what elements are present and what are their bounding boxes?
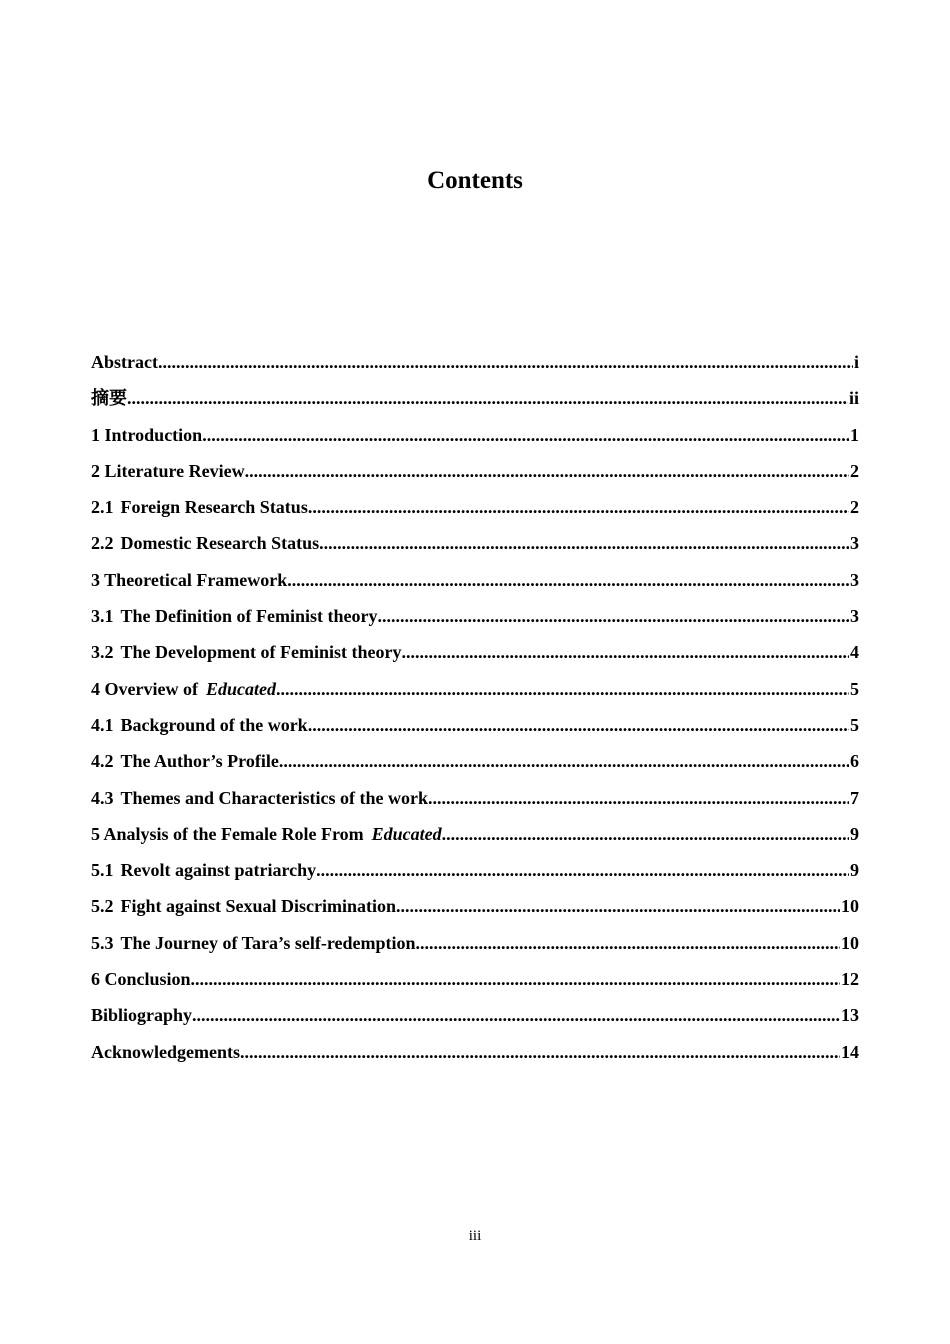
toc-entry-text: Themes and Characteristics of the work: [120, 787, 428, 808]
toc-section-number: 4.3: [91, 787, 114, 808]
toc-dot-leader: [401, 634, 849, 670]
toc-section-number: 5.3: [91, 932, 114, 953]
toc-dot-leader: [308, 489, 849, 525]
toc-page-number: 3: [850, 569, 859, 590]
toc-section-number: 2.1: [91, 497, 114, 518]
toc-page-number: i: [853, 352, 859, 372]
toc-entry-text: 2 Literature Review: [91, 460, 245, 481]
toc-entry-title: [91, 634, 401, 670]
toc-entry-title: [91, 780, 428, 816]
toc-entry[interactable]: [91, 1034, 859, 1070]
toc-entry[interactable]: [91, 598, 859, 634]
toc-entry-title: [91, 997, 192, 1033]
toc-page-number: 2: [850, 460, 859, 481]
toc-section-number: 5.2: [91, 896, 114, 917]
toc-entry-title: [91, 707, 308, 743]
toc-entry-text: 5 Analysis of the Female Role From: [91, 823, 364, 844]
toc-entry-text: Bibliography: [91, 1005, 193, 1026]
toc-dot-leader: [276, 671, 849, 707]
toc-entry-text: 摘要: [91, 388, 127, 409]
toc-entry[interactable]: [91, 925, 859, 961]
toc-section-number: 4.1: [91, 714, 114, 735]
toc-entry-title: [91, 525, 319, 561]
toc-page-number: 5: [850, 678, 859, 699]
toc-dot-leader: [287, 562, 849, 598]
toc-entry[interactable]: [91, 634, 859, 670]
toc-dot-leader: [202, 417, 849, 453]
toc-entry-title: [91, 489, 308, 525]
toc-entry-text: 3 Theoretical Framework: [91, 569, 288, 590]
toc-page-number: 1: [850, 424, 859, 445]
toc-entry[interactable]: [91, 780, 859, 816]
toc-entry-text: Fight against Sexual Discrimination: [120, 896, 397, 917]
toc-entry[interactable]: [91, 671, 859, 707]
toc-entry-text: Abstract: [91, 352, 158, 372]
toc-entry-title: [91, 380, 127, 416]
toc-entry-title: [91, 417, 202, 453]
toc-entry-italic-title: Educated: [371, 823, 442, 844]
toc-page-number: 3: [850, 606, 859, 627]
toc-entry[interactable]: [91, 453, 859, 489]
toc-entry[interactable]: [91, 888, 859, 924]
toc-entry[interactable]: [91, 380, 859, 416]
toc-dot-leader: [127, 380, 848, 416]
toc-entry[interactable]: [91, 961, 859, 997]
toc-page-number: 9: [850, 823, 859, 844]
toc-dot-leader: [191, 961, 840, 997]
toc-entry-text: The Author’s Profile: [120, 751, 279, 772]
toc-entry-title: [91, 453, 245, 489]
toc-entry[interactable]: [91, 344, 859, 380]
toc-entry-title: [91, 598, 377, 634]
page-number: iii: [468, 1228, 482, 1244]
toc-dot-leader: [316, 852, 849, 888]
toc-entry[interactable]: [91, 707, 859, 743]
toc-entry-title: [91, 816, 442, 852]
toc-dot-leader: [279, 743, 849, 779]
toc-entry-text: The Definition of Feminist theory: [120, 606, 378, 627]
toc-entry-title: [91, 852, 316, 888]
toc-entry-title: [91, 344, 158, 380]
toc-entry-text: 4 Overview of: [91, 678, 198, 699]
toc-section-number: 3.1: [91, 606, 114, 627]
toc-entry-title: [91, 888, 396, 924]
toc-entry-text: 6 Conclusion: [91, 969, 191, 990]
toc-page-number: 10: [841, 932, 859, 953]
page-title: Contents: [427, 167, 523, 194]
toc-entry-title: [91, 562, 287, 598]
toc-dot-leader: [240, 1034, 840, 1070]
toc-page-number: 14: [841, 1041, 859, 1062]
toc-dot-leader: [158, 344, 853, 380]
toc-dot-leader: [245, 453, 849, 489]
toc-entry-text: Foreign Research Status: [120, 497, 308, 518]
toc-entry[interactable]: [91, 816, 859, 852]
toc-page-number: 2: [850, 497, 859, 518]
toc-page-number: 6: [850, 751, 859, 772]
toc-entry-text: Background of the work: [120, 714, 308, 735]
toc-page-number: 13: [841, 1005, 859, 1026]
toc-dot-leader: [442, 816, 849, 852]
toc-dot-leader: [192, 997, 840, 1033]
toc-dot-leader: [377, 598, 849, 634]
toc-section-number: 5.1: [91, 860, 114, 881]
toc-entry[interactable]: [91, 562, 859, 598]
toc-entry-text: 1 Introduction: [91, 424, 203, 445]
toc-page-number: 12: [841, 969, 859, 990]
toc-entry-title: [91, 961, 191, 997]
toc-entry-title: [91, 1034, 240, 1070]
toc-entry[interactable]: [91, 489, 859, 525]
toc-entry[interactable]: [91, 417, 859, 453]
toc-page-number: 4: [850, 642, 859, 663]
toc-dot-leader: [308, 707, 849, 743]
toc-page-number: 9: [850, 860, 859, 881]
toc-entry-title: [91, 743, 279, 779]
toc-entry-title: [91, 925, 416, 961]
toc-dot-leader: [319, 525, 849, 561]
toc-entry-text: Acknowledgements: [91, 1041, 240, 1062]
toc-entry[interactable]: [91, 997, 859, 1033]
toc-dot-leader: [428, 780, 849, 816]
toc-entry-text: Revolt against patriarchy: [120, 860, 317, 881]
toc-dot-leader: [396, 888, 840, 924]
toc-entry[interactable]: [91, 852, 859, 888]
toc-page-number: 7: [850, 787, 859, 808]
toc-entry-italic-title: Educated: [205, 678, 276, 699]
table-of-contents: [91, 344, 859, 1070]
toc-entry-title: [91, 671, 276, 707]
toc-section-number: 2.2: [91, 533, 114, 554]
toc-page-number: 5: [850, 714, 859, 735]
toc-dot-leader: [416, 925, 841, 961]
toc-section-number: 3.2: [91, 642, 114, 663]
toc-page-number: ii: [848, 388, 859, 409]
toc-entry[interactable]: [91, 743, 859, 779]
toc-entry-text: Domestic Research Status: [120, 533, 320, 554]
toc-page-number: 3: [850, 533, 859, 554]
toc-entry[interactable]: [91, 525, 859, 561]
toc-section-number: 4.2: [91, 751, 114, 772]
toc-entry-text: The Journey of Tara’s self-redemption: [120, 932, 416, 953]
toc-page-number: 10: [841, 896, 859, 917]
toc-entry-text: The Development of Feminist theory: [120, 642, 402, 663]
